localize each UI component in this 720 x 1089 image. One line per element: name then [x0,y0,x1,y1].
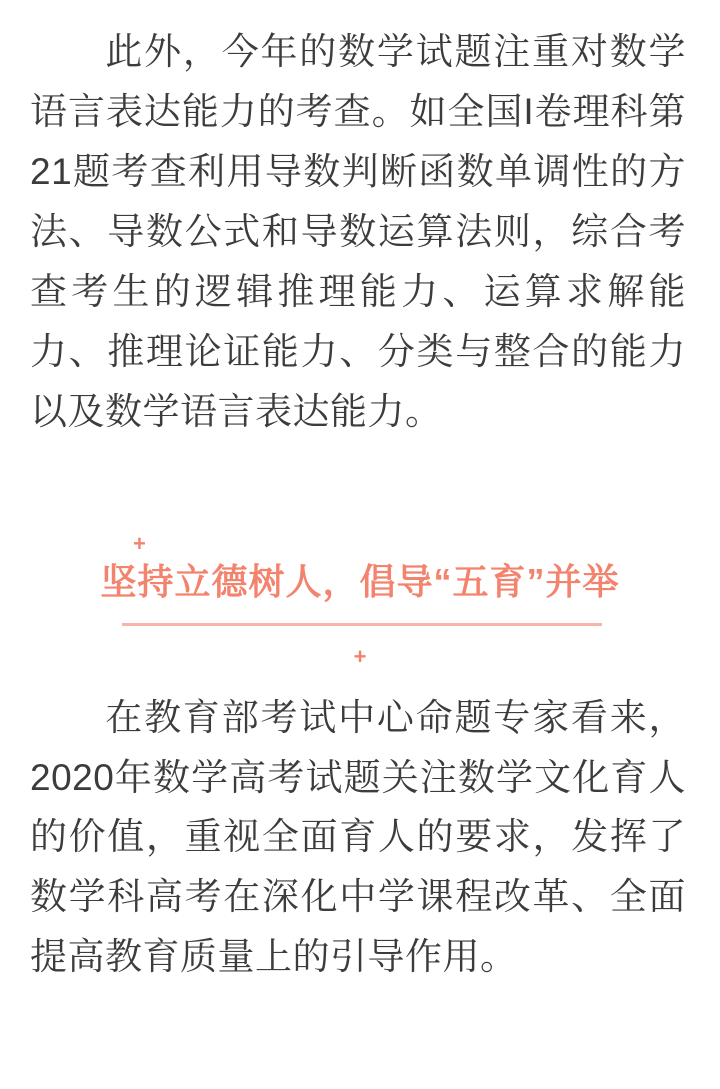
section-heading-inner [94,550,625,615]
plus-decoration-icon-center: + [353,643,367,669]
paragraph-body-top [0,0,720,442]
plus-decoration-icon-left: + [133,530,146,556]
paragraph-bottom-text: 在教育部考试中心命题专家看来，2020年数学高考试题关注数学文化育人的价值，重视全面育人的要求，发挥了数学科高考在深化中学课程改革、全面提高教育质量上的引导作用。 [30,696,686,978]
section-heading-rule [122,623,602,626]
section-heading-block [0,528,720,678]
section-heading-text: 坚持立德树人，倡导“五育”并举 [100,560,620,602]
vertical-spacer [0,442,720,528]
paragraph-top-text: 此外，今年的数学试题注重对数学语言表达能力的考查。如全国I卷理科第21题考查利用导数判断函数单调性的方法、导数公式和导数运算法则，综合考查考生的逻辑推理能力、运算求解能力、推理论证能力、分类与整合的能力以及数学语言表达能力。 [30,31,686,432]
paragraph-body-bottom [0,688,720,988]
